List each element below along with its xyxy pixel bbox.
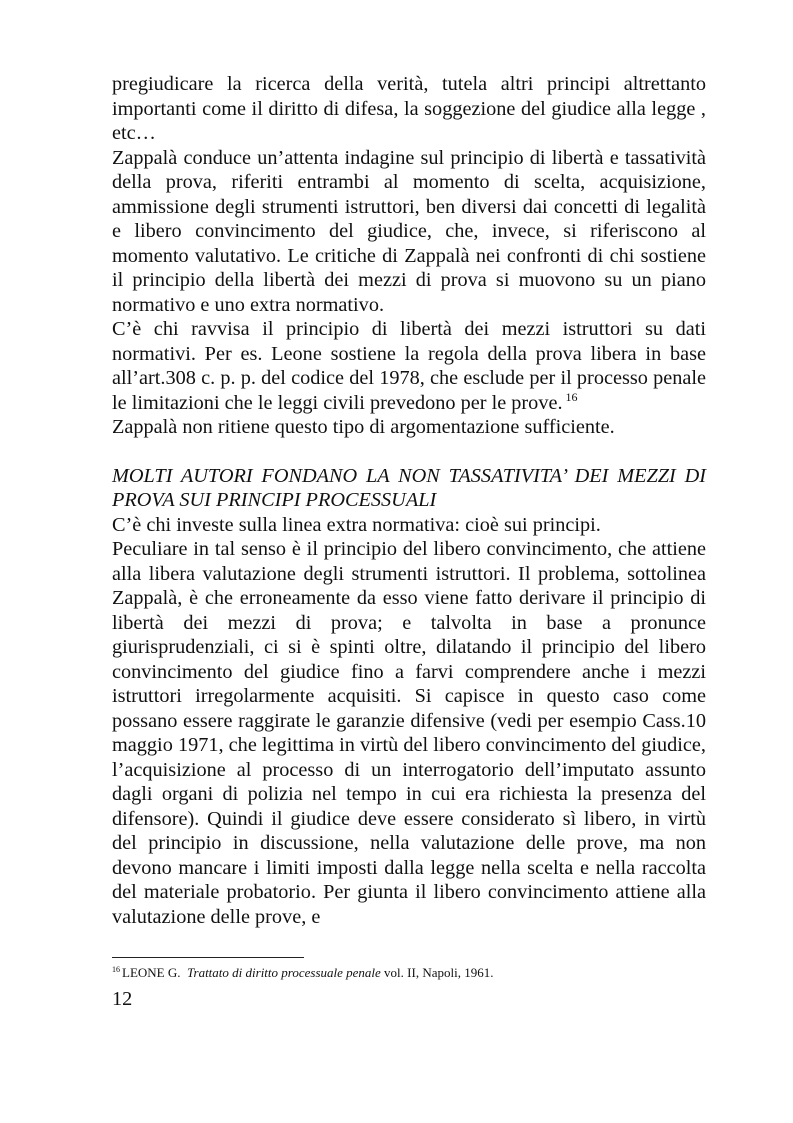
paragraph-text: C’è chi ravvisa il principio di libertà dei mezzi istruttori su dati normativi. Per es. Leone sostiene la regola della prova libera in base all’art.308 c. p. p. del codice del 1978, che esclude per il processo penale le limitazioni che le leggi civili prevedono per le prove.: [112, 318, 706, 414]
body-text: [112, 72, 706, 929]
paragraph: Zappalà conduce un’attenta indagine sul principio di libertà e tassatività della prova, riferiti entrambi al momento di scelta, acquisizione, ammissione degli strumenti istruttori, ben diversi dai concetti di legalità e libero convincimento del giudice, che, invece, si riferiscono al momento valutativo. Le critiche di Zappalà nei confronti di chi sostiene il principio della libertà dei mezzi di prova si muovono su un piano normativo e uno extra normativo.: [112, 146, 706, 316]
footnote-details: vol. II, Napoli, 1961.: [384, 965, 494, 980]
paragraph: [112, 317, 706, 415]
paragraph: Peculiare in tal senso è il principio del libero convincimento, che attiene alla libera valutazione degli strumenti istruttori. Il problema, sottolinea Zappalà, è che erroneamente da esso viene fatto derivare il principio di libertà dei mezzi di prova; e talvolta in base a pronunce giurisprudenziali, ci si è spinti oltre, dilatando il principio del libero convincimento del giudice fino a farvi comprendere anche i mezzi istruttori irregolarmente acquisiti. Si capisce in questo caso come possano essere raggirate le garanzie difensive (vedi per esempio Cass.10 maggio 1971, che legittima in virtù del libero convincimento del giudice, l’acquisizione al processo di un interrogatorio dell’imputato assunto dagli organi di polizia nel tempo in cui era richiesta la presenza del difensore). Quindi il giudice deve essere considerato sì libero, in virtù del principio in discussione, nella valutazione delle prove, ma non devono mancare i limiti imposti dalla legge nella scelta e nella raccolta del materiale probatorio. Per giunta il libero convincimento attiene alla valutazione delle prove, e: [112, 538, 706, 928]
footnote-reference[interactable]: 16: [565, 389, 578, 404]
footnote: [112, 965, 712, 981]
page-number: 12: [112, 988, 133, 1010]
paragraph: pregiudicare la ricerca della verità, tutela altri principi altrettanto importanti come il diritto di difesa, la soggezione del giudice alla legge , etc…: [112, 73, 706, 144]
footnote-divider: [112, 957, 304, 958]
footnote-author: LEONE G.: [122, 965, 181, 980]
paragraph: C’è chi investe sulla linea extra normativa: cioè sui principi.: [112, 513, 601, 536]
section-heading: MOLTI AUTORI FONDANO LA NON TASSATIVITA’ DEI MEZZI DI PROVA SUI PRINCIPI PROCESSUALI: [112, 464, 706, 511]
footnote-title: Trattato di diritto processuale penale: [187, 965, 381, 980]
paragraph: Zappalà non ritiene questo tipo di argomentazione sufficiente.: [112, 416, 615, 438]
footnote-number: 16: [112, 965, 120, 974]
